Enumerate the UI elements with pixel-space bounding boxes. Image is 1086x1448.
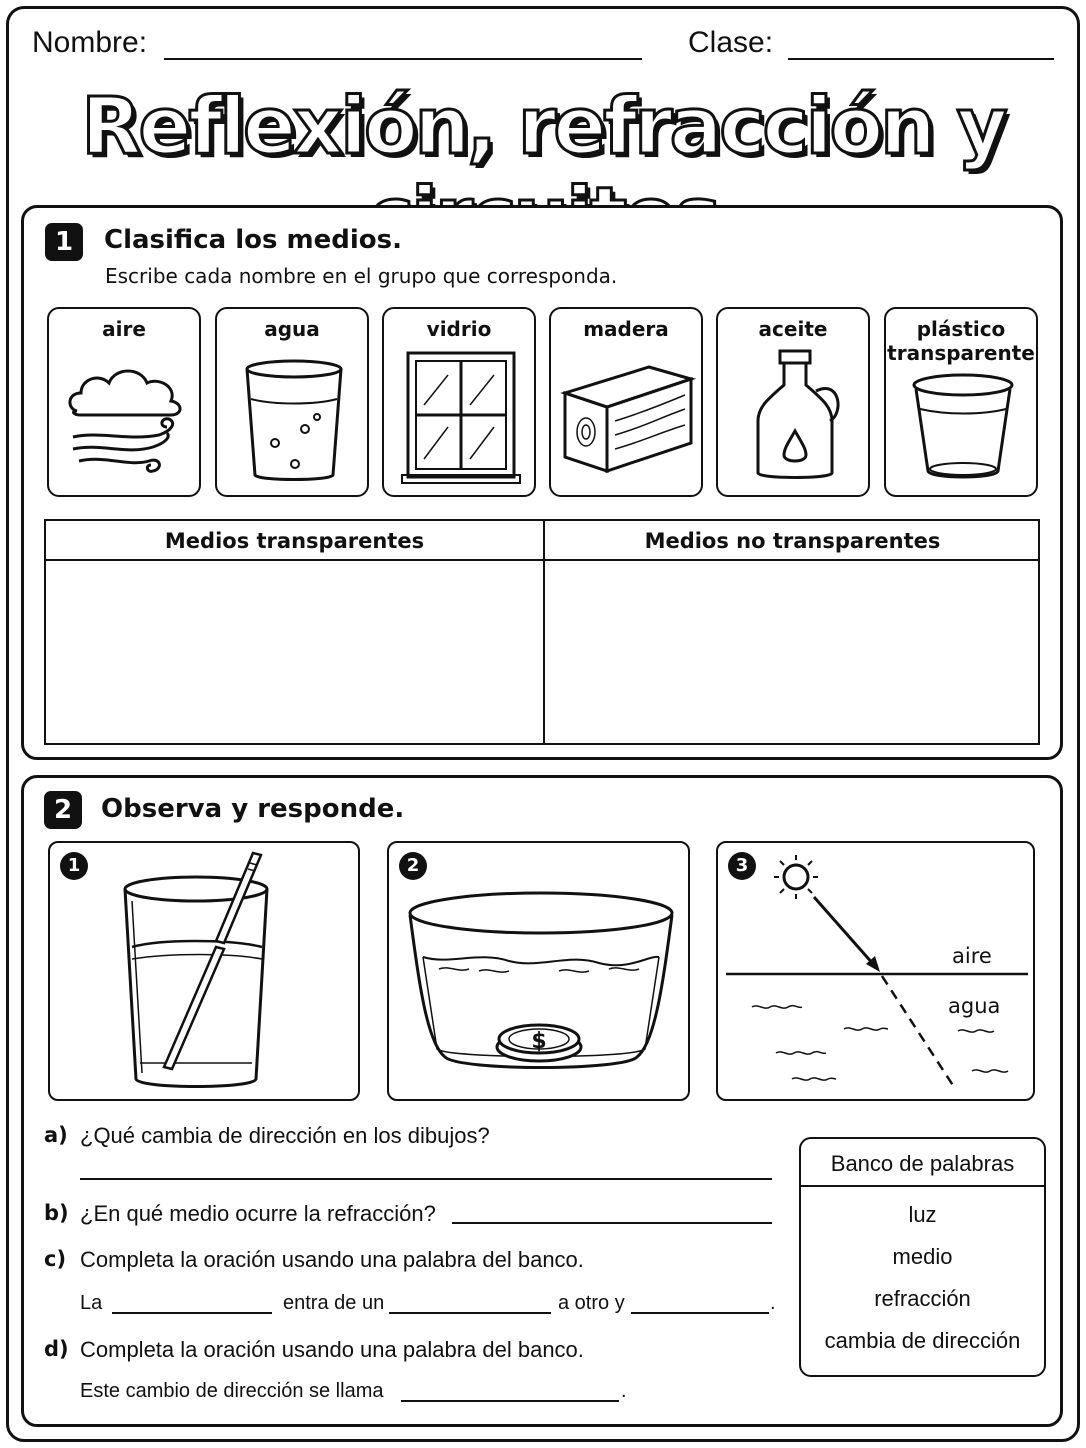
- question-text: ¿En qué medio ocurre la refracción?: [80, 1201, 436, 1226]
- card-label: aire: [102, 317, 146, 341]
- sentence-c-part3: a otro y: [558, 1292, 625, 1314]
- section-number-badge: 2: [44, 791, 82, 829]
- glass-with-straw-icon: [50, 843, 362, 1103]
- card-label: madera: [583, 317, 669, 341]
- sentence-d-part1: Este cambio de dirección se llama: [80, 1380, 384, 1402]
- section-instruction: Escribe cada nombre en el grupo que corresponda.: [105, 264, 618, 288]
- table-header: Medios transparentes: [46, 521, 543, 561]
- word-bank-item: cambia de dirección: [824, 1328, 1021, 1353]
- sentence-c-part1: La: [80, 1292, 103, 1314]
- picture-number: 2: [399, 852, 427, 880]
- card-label: aceite: [758, 317, 828, 341]
- sentence-c-end: .: [770, 1292, 776, 1314]
- section-title: Clasifica los medios.: [104, 225, 402, 255]
- question-d: [44, 1337, 764, 1367]
- question-letter: d): [44, 1337, 69, 1361]
- column-transparent[interactable]: [46, 521, 543, 743]
- question-text: Completa la oración usando una palabra del banco.: [80, 1247, 584, 1272]
- section-number-badge: 1: [45, 223, 83, 261]
- picture-straw-glass: [48, 841, 360, 1101]
- sentence-c-blank-2[interactable]: [389, 1312, 551, 1314]
- sentence-c-blank-3[interactable]: [631, 1312, 769, 1314]
- word-bank-item: luz: [908, 1202, 937, 1227]
- sentence-c-part2: entra de un: [283, 1292, 385, 1314]
- picture-coin-bowl: [387, 841, 690, 1101]
- question-letter: b): [44, 1201, 69, 1225]
- card-aire: [47, 307, 201, 497]
- question-text: ¿Qué cambia de dirección en los dibujos?: [80, 1123, 490, 1148]
- classification-table: [44, 519, 1040, 745]
- sentence-d-blank[interactable]: [401, 1400, 619, 1402]
- word-bank-title: Banco de palabras: [801, 1139, 1044, 1187]
- window-icon: [384, 309, 538, 499]
- light-ray-refraction-icon: [718, 843, 1037, 1103]
- answer-a-blank[interactable]: [80, 1178, 772, 1180]
- card-label: agua: [264, 317, 320, 341]
- picture-number: 1: [60, 852, 88, 880]
- glass-of-water-icon: [217, 309, 371, 499]
- card-agua: [215, 307, 369, 497]
- coin-in-bowl-icon: [389, 843, 692, 1103]
- card-label: plástico transparente: [887, 317, 1035, 365]
- answer-b-blank[interactable]: [452, 1222, 772, 1224]
- section-title: Observa y responde.: [101, 794, 405, 824]
- svg-text:$: $: [531, 1029, 547, 1054]
- table-header: Medios no transparentes: [545, 521, 1040, 561]
- oil-bottle-icon: [718, 309, 872, 499]
- cloud-wind-icon: [49, 309, 203, 499]
- question-b: [44, 1201, 464, 1231]
- wood-block-icon: [551, 309, 705, 499]
- card-label: vidrio: [426, 317, 492, 341]
- question-letter: c): [44, 1247, 67, 1271]
- question-text: Completa la oración usando una palabra del banco.: [80, 1337, 584, 1362]
- label-aire: aire: [952, 944, 992, 968]
- card-plastico: [884, 307, 1038, 497]
- class-label: Clase:: [688, 26, 774, 59]
- question-letter: a): [44, 1123, 68, 1147]
- question-a: [44, 1123, 764, 1153]
- column-not-transparent[interactable]: [545, 521, 1040, 743]
- word-bank: [799, 1137, 1046, 1377]
- word-bank-item: refracción: [874, 1286, 971, 1311]
- class-field[interactable]: [788, 58, 1054, 60]
- name-label: Nombre:: [32, 26, 148, 59]
- plastic-cup-icon: [886, 309, 1040, 499]
- sentence-c-blank-1[interactable]: [112, 1312, 272, 1314]
- label-agua: agua: [948, 994, 1001, 1018]
- word-bank-item: medio: [892, 1244, 953, 1269]
- picture-light-refraction: [716, 841, 1035, 1101]
- sentence-d-end: .: [621, 1380, 627, 1402]
- page-title: Reflexión, refracción y: [81, 82, 1005, 172]
- card-madera: [549, 307, 703, 497]
- card-aceite: [716, 307, 870, 497]
- name-field[interactable]: [164, 58, 642, 60]
- picture-number: 3: [728, 852, 756, 880]
- card-vidrio: [382, 307, 536, 497]
- question-c: [44, 1247, 764, 1277]
